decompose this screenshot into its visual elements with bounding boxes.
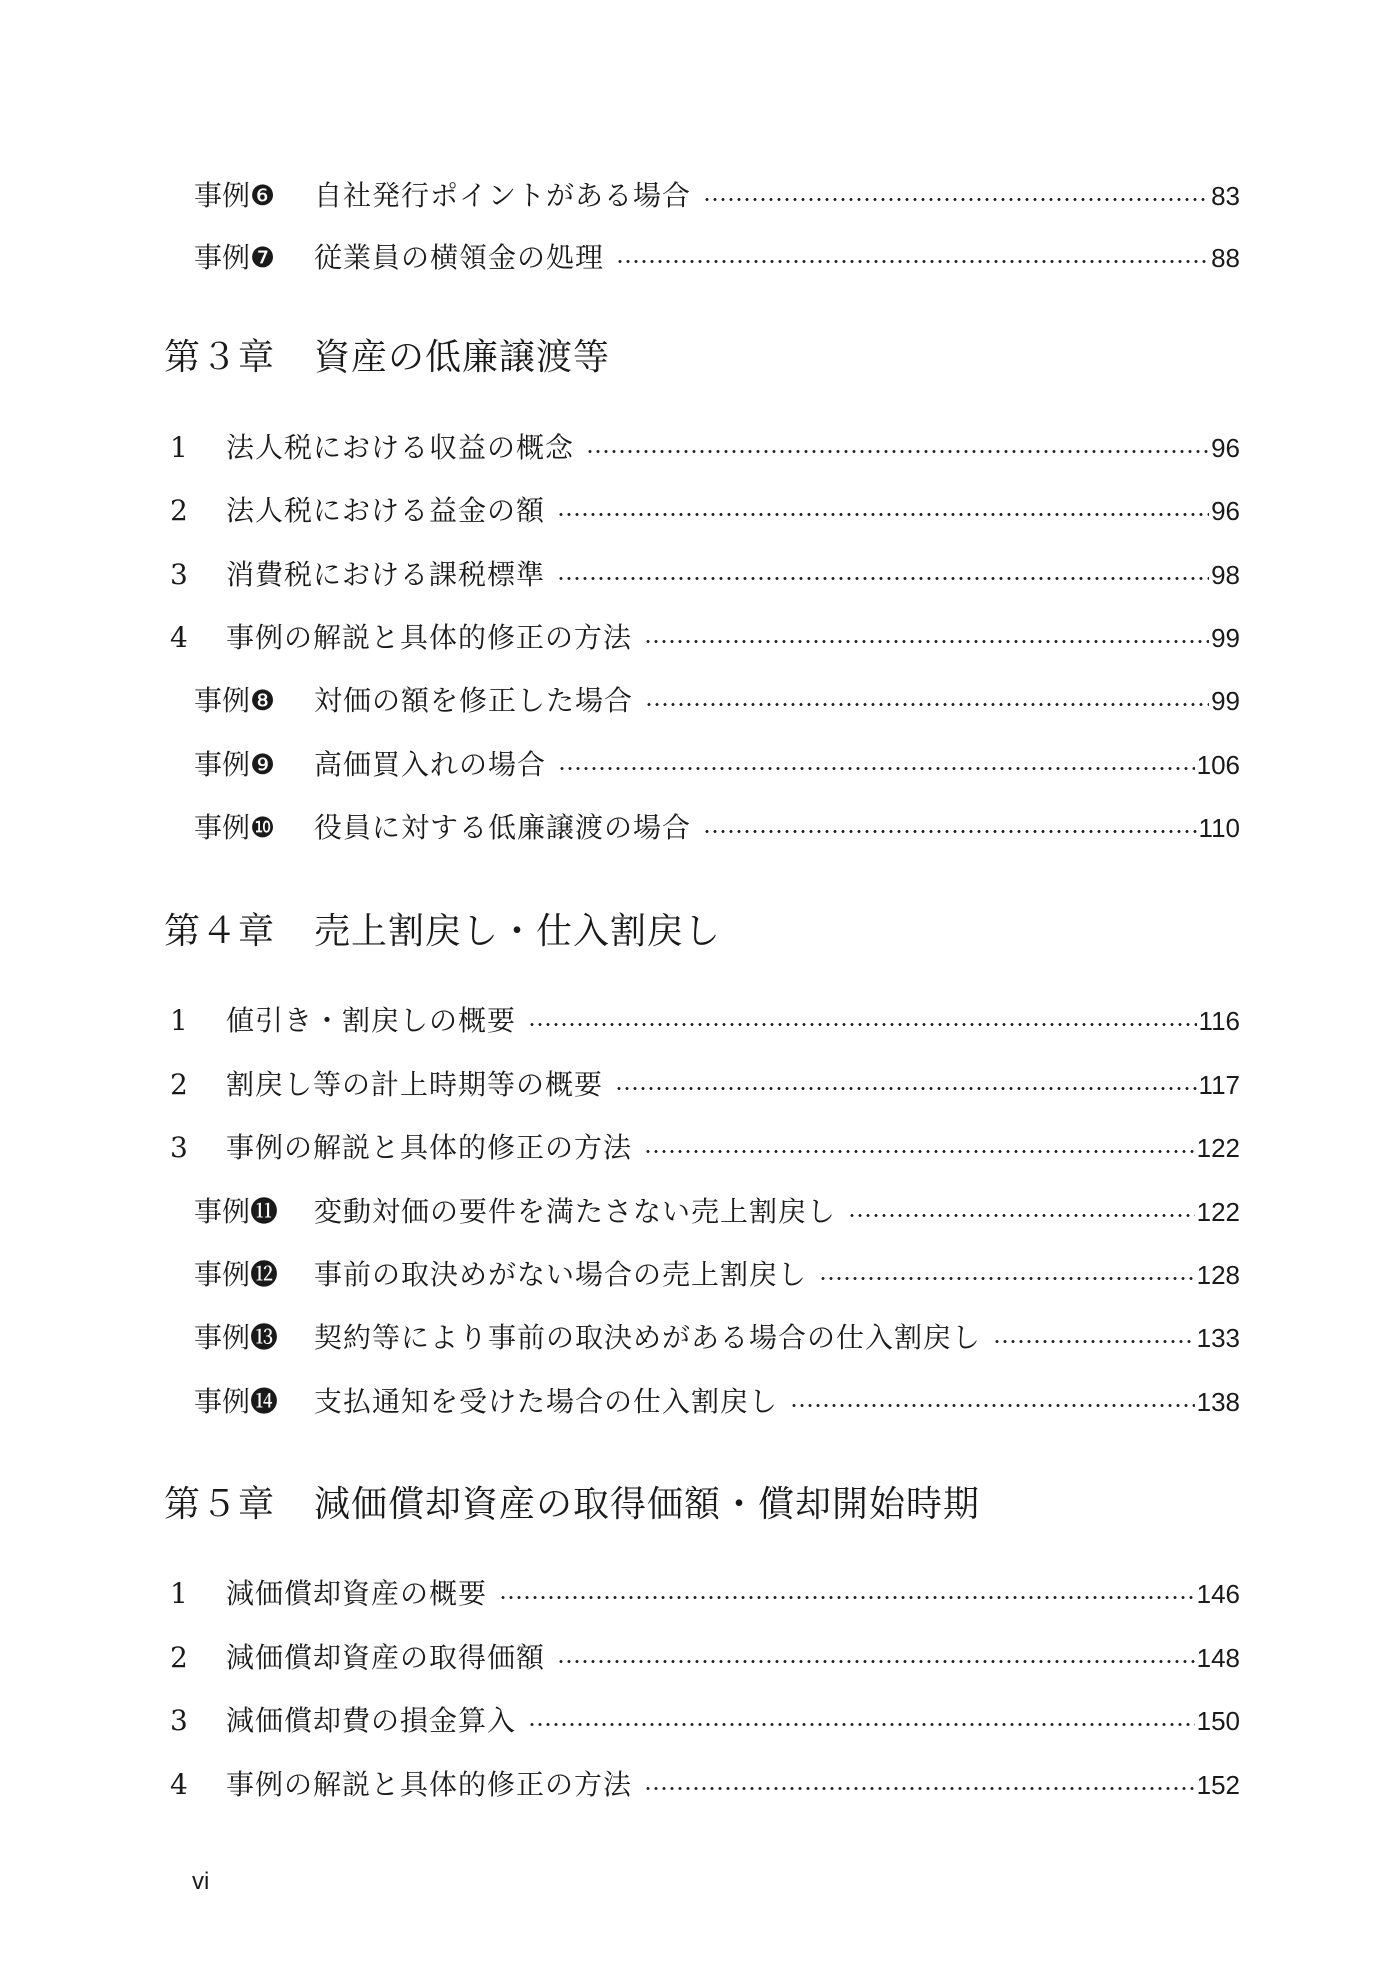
toc-entry[interactable] xyxy=(170,1638,1240,1678)
entry-title: 法人税における益金の額 xyxy=(226,494,546,527)
section-number: 1 xyxy=(170,1577,188,1610)
toc-entry[interactable] xyxy=(170,618,1240,658)
page-number: 116 xyxy=(1198,1006,1240,1036)
entry-title: 従業員の横領金の処理 xyxy=(314,241,605,274)
toc-entry[interactable] xyxy=(194,1255,1240,1295)
dot-leader xyxy=(645,703,1209,706)
entry-title: 割戻し等の計上時期等の概要 xyxy=(226,1068,604,1101)
dot-leader xyxy=(819,1277,1195,1280)
section-number: 4 xyxy=(170,621,188,654)
entry-title: 自社発行ポイントがある場合 xyxy=(314,179,692,212)
page-number: 128 xyxy=(1196,1260,1240,1290)
dot-leader xyxy=(558,767,1195,770)
entry-title: 減価償却資産の概要 xyxy=(226,1577,488,1610)
toc-entry[interactable] xyxy=(170,1574,1240,1614)
page-number: 83 xyxy=(1211,181,1240,211)
section-number: 3 xyxy=(170,1131,188,1164)
toc-entry[interactable] xyxy=(170,491,1240,531)
chapter-heading[interactable] xyxy=(164,906,721,958)
page-number: 150 xyxy=(1196,1706,1240,1736)
section-number: 3 xyxy=(170,1704,188,1737)
page-number: 110 xyxy=(1198,813,1240,843)
dot-leader xyxy=(499,1596,1195,1599)
dot-leader xyxy=(644,1787,1195,1790)
entry-title: 対価の額を修正した場合 xyxy=(314,684,634,717)
toc-entry[interactable] xyxy=(170,1701,1240,1741)
page-number: 133 xyxy=(1196,1323,1240,1353)
section-number: 1 xyxy=(170,431,188,464)
dot-leader xyxy=(644,1150,1195,1153)
page-number: 88 xyxy=(1211,243,1240,273)
section-number: 4 xyxy=(170,1768,188,1801)
entry-title: 事例の解説と具体的修正の方法 xyxy=(226,1768,633,1801)
toc-entry[interactable] xyxy=(194,1382,1240,1422)
case-label: 事例❿ xyxy=(194,811,276,844)
case-label: 事例⓮ xyxy=(194,1385,279,1418)
dot-leader xyxy=(848,1214,1195,1217)
case-label: 事例⓭ xyxy=(194,1321,279,1354)
section-number: 2 xyxy=(170,1068,188,1101)
page-number: 122 xyxy=(1196,1133,1240,1163)
chapter-label: 第４章 xyxy=(164,911,276,952)
toc-entry[interactable] xyxy=(194,745,1240,785)
toc-entry[interactable] xyxy=(170,1765,1240,1805)
page-number: 106 xyxy=(1196,750,1240,780)
dot-leader xyxy=(586,450,1209,453)
toc-entry[interactable] xyxy=(194,176,1240,216)
page-number: 96 xyxy=(1211,496,1240,526)
dot-leader xyxy=(615,1087,1197,1090)
entry-title: 事例の解説と具体的修正の方法 xyxy=(226,1131,633,1164)
dot-leader xyxy=(557,1660,1195,1663)
entry-title: 減価償却資産の取得価額 xyxy=(226,1641,546,1674)
page-number: 96 xyxy=(1211,433,1240,463)
entry-title: 支払通知を受けた場合の仕入割戻し xyxy=(314,1385,779,1418)
dot-leader xyxy=(790,1404,1195,1407)
dot-leader xyxy=(528,1723,1195,1726)
case-label: 事例❼ xyxy=(194,241,276,274)
toc-entry[interactable] xyxy=(170,1065,1240,1105)
chapter-heading[interactable] xyxy=(164,332,610,384)
section-number: 2 xyxy=(170,1641,188,1674)
toc-entry[interactable] xyxy=(170,1001,1240,1041)
dot-leader xyxy=(993,1340,1195,1343)
chapter-label: 第５章 xyxy=(164,1484,276,1525)
dot-leader xyxy=(528,1023,1197,1026)
dot-leader xyxy=(644,640,1209,643)
case-label: 事例❽ xyxy=(194,684,276,717)
case-label: 事例❾ xyxy=(194,748,276,781)
entry-title: 値引き・割戻しの概要 xyxy=(226,1004,517,1037)
page-folio: vi xyxy=(192,1868,210,1895)
page-number: 122 xyxy=(1196,1197,1240,1227)
page-number: 146 xyxy=(1196,1579,1240,1609)
toc-entry[interactable] xyxy=(194,1192,1240,1232)
entry-title: 事前の取決めがない場合の売上割戻し xyxy=(314,1258,808,1291)
dot-leader xyxy=(557,513,1209,516)
dot-leader xyxy=(703,198,1209,201)
page-number: 117 xyxy=(1198,1070,1240,1100)
entry-title: 役員に対する低廉譲渡の場合 xyxy=(314,811,692,844)
chapter-heading[interactable] xyxy=(164,1479,980,1531)
section-number: 1 xyxy=(170,1004,188,1037)
toc-entry[interactable] xyxy=(170,428,1240,468)
chapter-title: 減価償却資産の取得価額・償却開始時期 xyxy=(314,1484,981,1525)
toc-entry[interactable] xyxy=(194,238,1240,278)
toc-entry[interactable] xyxy=(170,555,1240,595)
section-number: 3 xyxy=(170,558,188,591)
chapter-label: 第３章 xyxy=(164,337,276,378)
section-number: 2 xyxy=(170,494,188,527)
page-number: 99 xyxy=(1211,623,1240,653)
toc-entry[interactable] xyxy=(194,808,1240,848)
chapter-title: 売上割戻し・仕入割戻し xyxy=(314,911,722,952)
toc-entry[interactable] xyxy=(194,1318,1240,1358)
entry-title: 変動対価の要件を満たさない売上割戻し xyxy=(314,1195,837,1228)
page-number: 138 xyxy=(1196,1387,1240,1417)
entry-title: 消費税における課税標準 xyxy=(226,558,546,591)
case-label: 事例❻ xyxy=(194,179,276,212)
chapter-title: 資産の低廉譲渡等 xyxy=(314,337,611,378)
entry-title: 減価償却費の損金算入 xyxy=(226,1704,517,1737)
case-label: 事例⓫ xyxy=(194,1195,279,1228)
case-label: 事例⓬ xyxy=(194,1258,279,1291)
dot-leader xyxy=(616,260,1209,263)
dot-leader xyxy=(557,577,1209,580)
page-number: 98 xyxy=(1211,560,1240,590)
toc-entry[interactable] xyxy=(194,681,1240,721)
entry-title: 高価買入れの場合 xyxy=(314,748,547,781)
page-number: 152 xyxy=(1196,1770,1240,1800)
entry-title: 契約等により事前の取決めがある場合の仕入割戻し xyxy=(314,1321,982,1354)
page-number: 148 xyxy=(1196,1643,1240,1673)
page-number: 99 xyxy=(1211,686,1240,716)
toc-entry[interactable] xyxy=(170,1128,1240,1168)
entry-title: 事例の解説と具体的修正の方法 xyxy=(226,621,633,654)
entry-title: 法人税における収益の概念 xyxy=(226,431,575,464)
dot-leader xyxy=(703,830,1197,833)
